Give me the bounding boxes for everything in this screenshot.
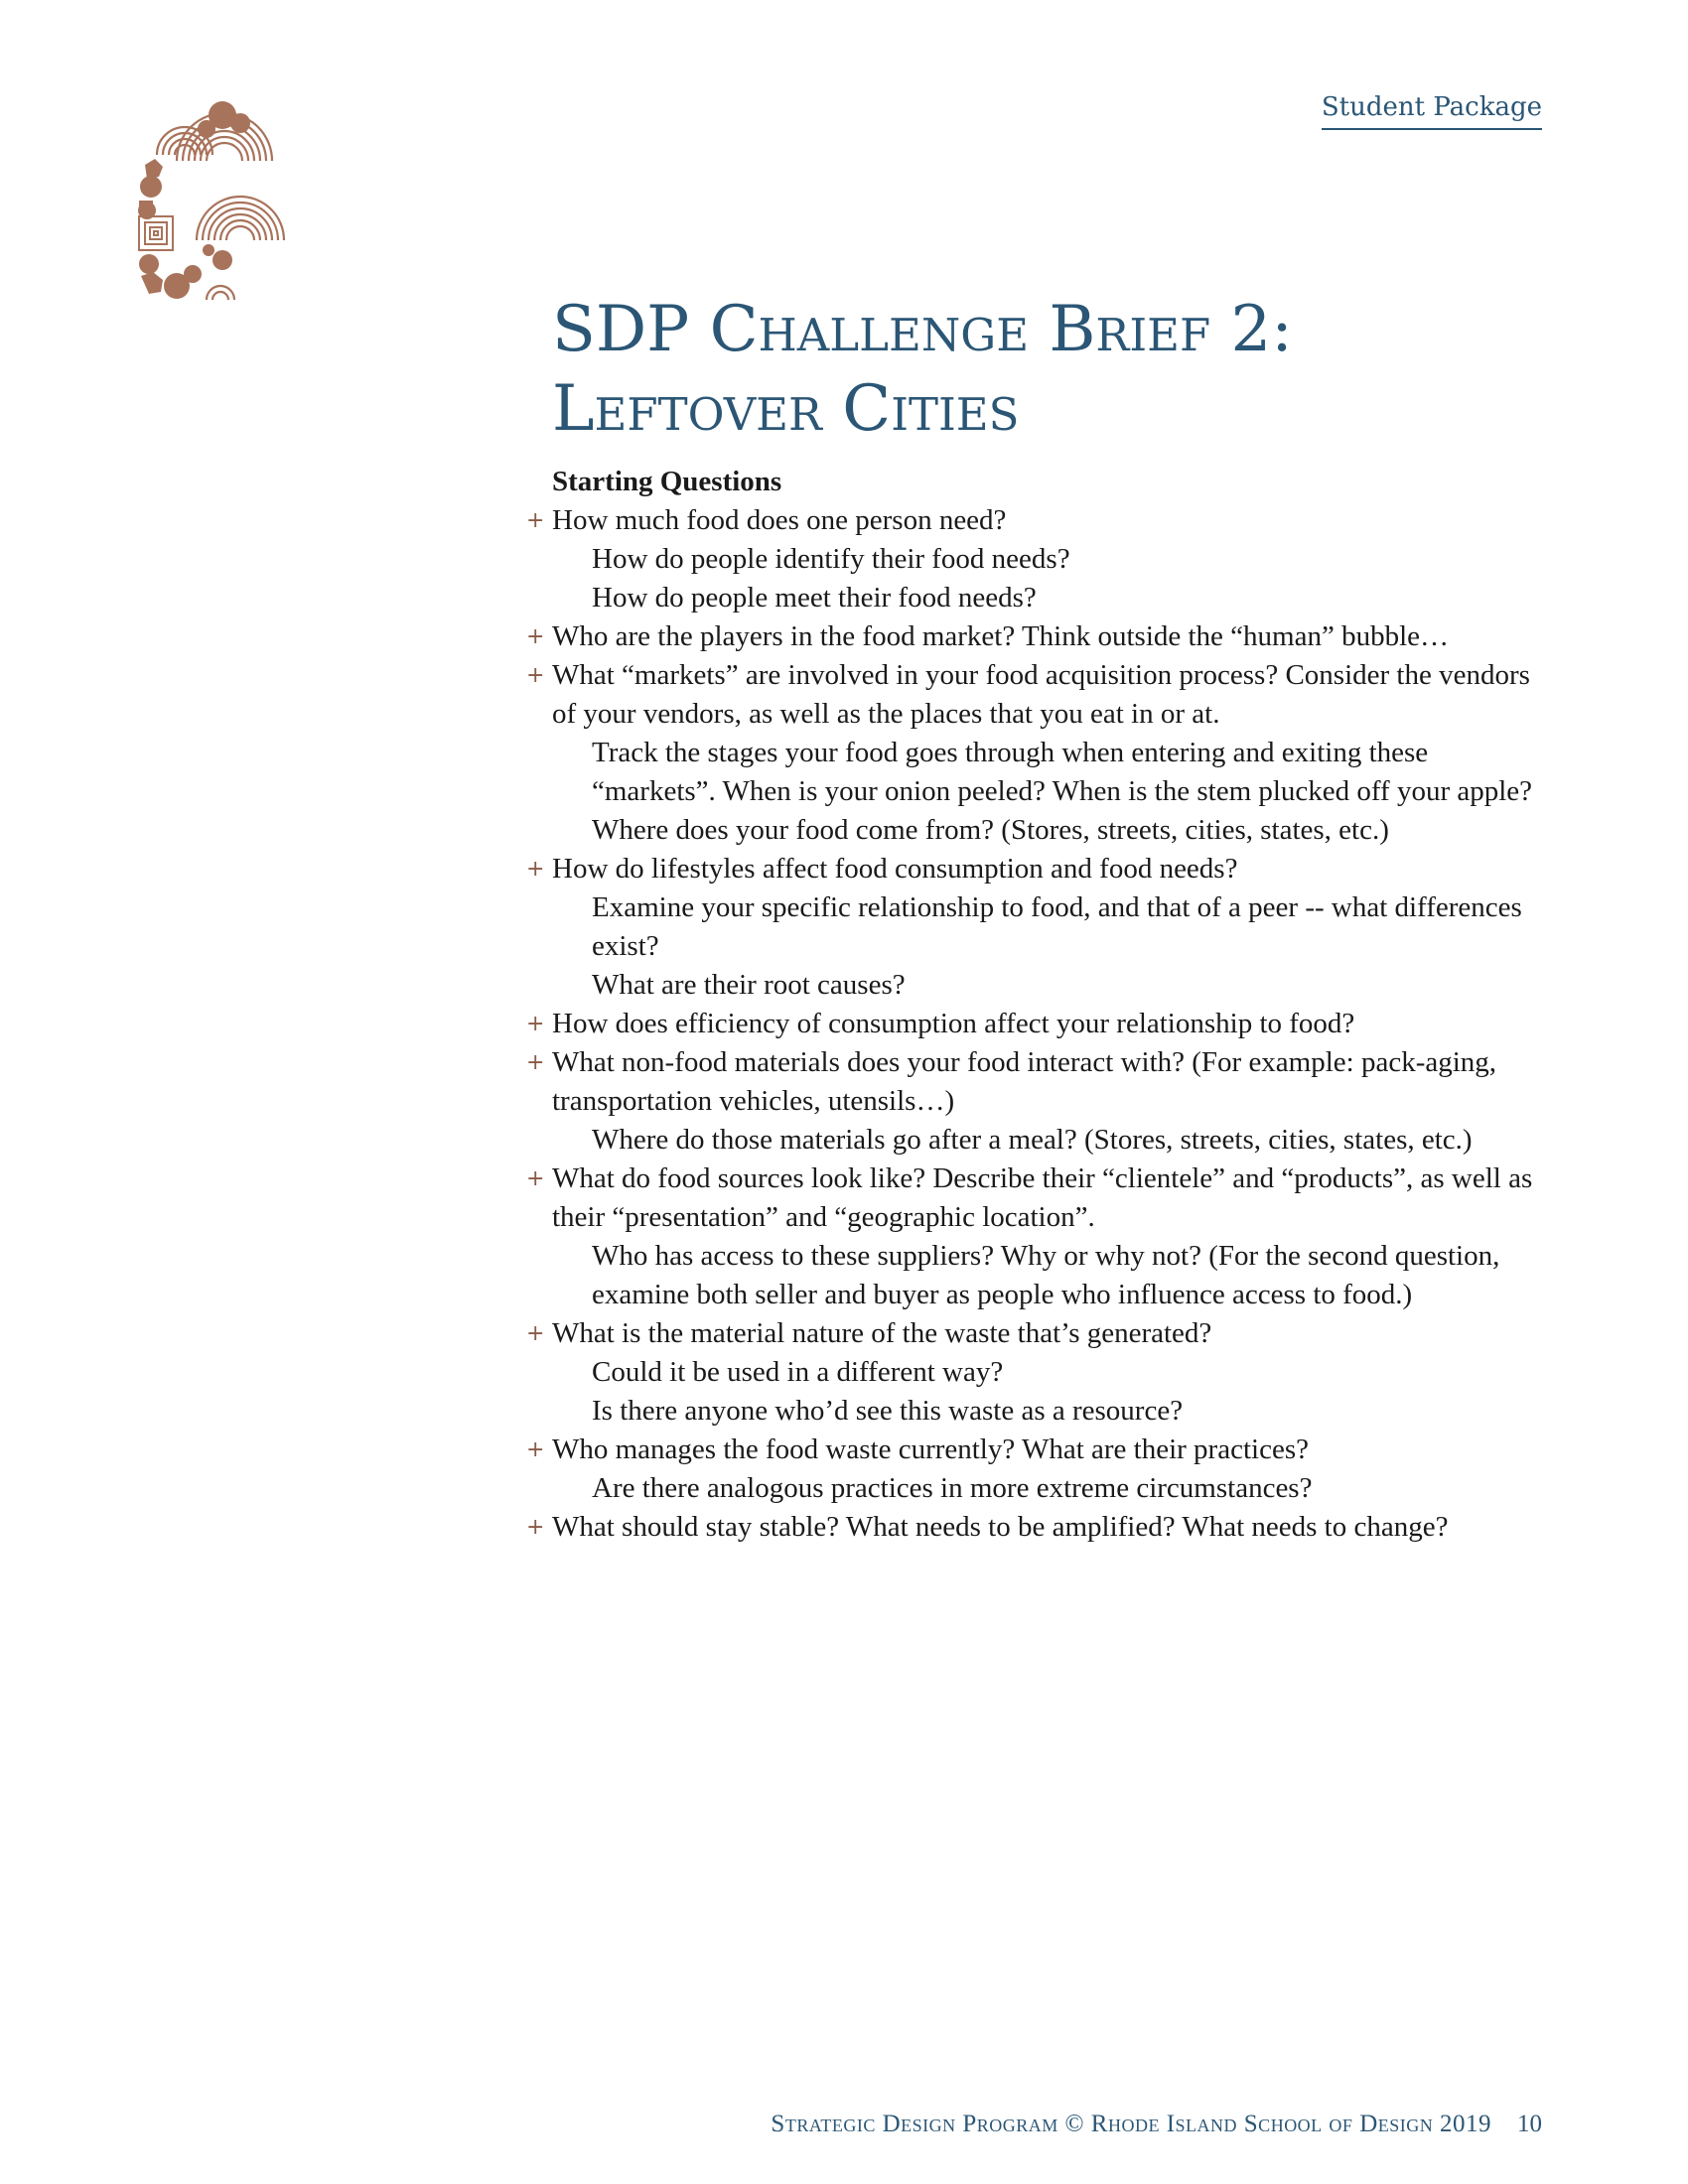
starting-questions-section [526, 463, 1559, 1547]
question-text: How do lifestyles affect food consumption and food needs? [552, 853, 1238, 885]
sub-question: How do people identify their food needs? [592, 543, 1070, 575]
question-item [526, 1314, 1559, 1353]
header-label: Student Package [1322, 92, 1542, 130]
plus-icon: + [526, 1012, 545, 1036]
plus-icon: + [526, 1050, 545, 1075]
title-line-1: SDP Challenge Brief 2: [552, 293, 1293, 366]
question-text: What do food sources look like? Describe their “clientele” and “products”, as well as their “presentation” and “geographic location”. [552, 1162, 1533, 1233]
sub-question: Are there analogous practices in more extreme circumstances? [592, 1472, 1313, 1504]
plus-icon: + [526, 1437, 545, 1462]
sub-question: How do people meet their food needs? [592, 582, 1037, 614]
sub-question: Where do those materials go after a meal? (Stores, streets, cities, states, etc.) [592, 1124, 1473, 1156]
question-text: What non-food materials does your food interact with? (For example: pack-aging, transportation vehicles, utensils…) [552, 1046, 1497, 1117]
plus-icon: + [526, 663, 545, 688]
sub-question: Who has access to these suppliers? Why or why not? (For the second question, examine both seller and buyer as people who influence access to food.) [592, 1240, 1500, 1310]
plus-icon: + [526, 624, 545, 649]
question-item [526, 850, 1559, 888]
section-heading: Starting Questions [552, 466, 782, 497]
question-text: How much food does one person need? [552, 504, 1007, 536]
question-item [526, 617, 1559, 656]
plus-icon: + [526, 1166, 545, 1191]
question-text: How does efficiency of consumption affect your relationship to food? [552, 1008, 1355, 1039]
question-item [526, 656, 1559, 734]
footer-organization: Strategic Design Program © Rhode Island School of Design 2019 [771, 2111, 1491, 2137]
title-line-2: Leftover Cities [552, 372, 1020, 446]
page-number: 10 [1517, 2111, 1542, 2137]
plus-icon: + [526, 1321, 545, 1346]
sub-question: Track the stages your food goes through when entering and exiting these “markets”. When is your onion peeled? When is the stem plucked off your apple? [592, 737, 1533, 807]
question-text: What is the material nature of the waste that’s generated? [552, 1317, 1212, 1349]
sub-question: What are their root causes? [592, 969, 906, 1001]
plus-icon: + [526, 857, 545, 882]
page-title [552, 290, 1293, 449]
question-item [526, 1508, 1559, 1547]
question-text: What “markets” are involved in your food acquisition process? Consider the vendors of your vendors, as well as the places that you eat in or at. [552, 659, 1530, 730]
question-text: What should stay stable? What needs to be amplified? What needs to change? [552, 1511, 1449, 1543]
question-text: Who are the players in the food market? Think outside the “human” bubble… [552, 620, 1450, 652]
question-item [526, 1431, 1559, 1469]
sub-question: Could it be used in a different way? [592, 1356, 1004, 1388]
sub-question: Examine your specific relationship to food, and that of a peer -- what differences exist? [592, 891, 1522, 962]
ornamental-c-logo [137, 91, 286, 310]
plus-icon: + [526, 508, 545, 533]
question-item [526, 1005, 1559, 1043]
sub-question: Where does your food come from? (Stores, streets, cities, states, etc.) [592, 814, 1389, 846]
question-text: Who manages the food waste currently? What are their practices? [552, 1433, 1309, 1465]
question-list [526, 501, 1559, 1547]
question-item [526, 501, 1559, 540]
sub-question: Is there anyone who’d see this waste as a resource? [592, 1395, 1184, 1427]
question-item [526, 1160, 1559, 1237]
question-item [526, 1043, 1559, 1121]
plus-icon: + [526, 1515, 545, 1540]
page-footer [771, 2111, 1542, 2138]
